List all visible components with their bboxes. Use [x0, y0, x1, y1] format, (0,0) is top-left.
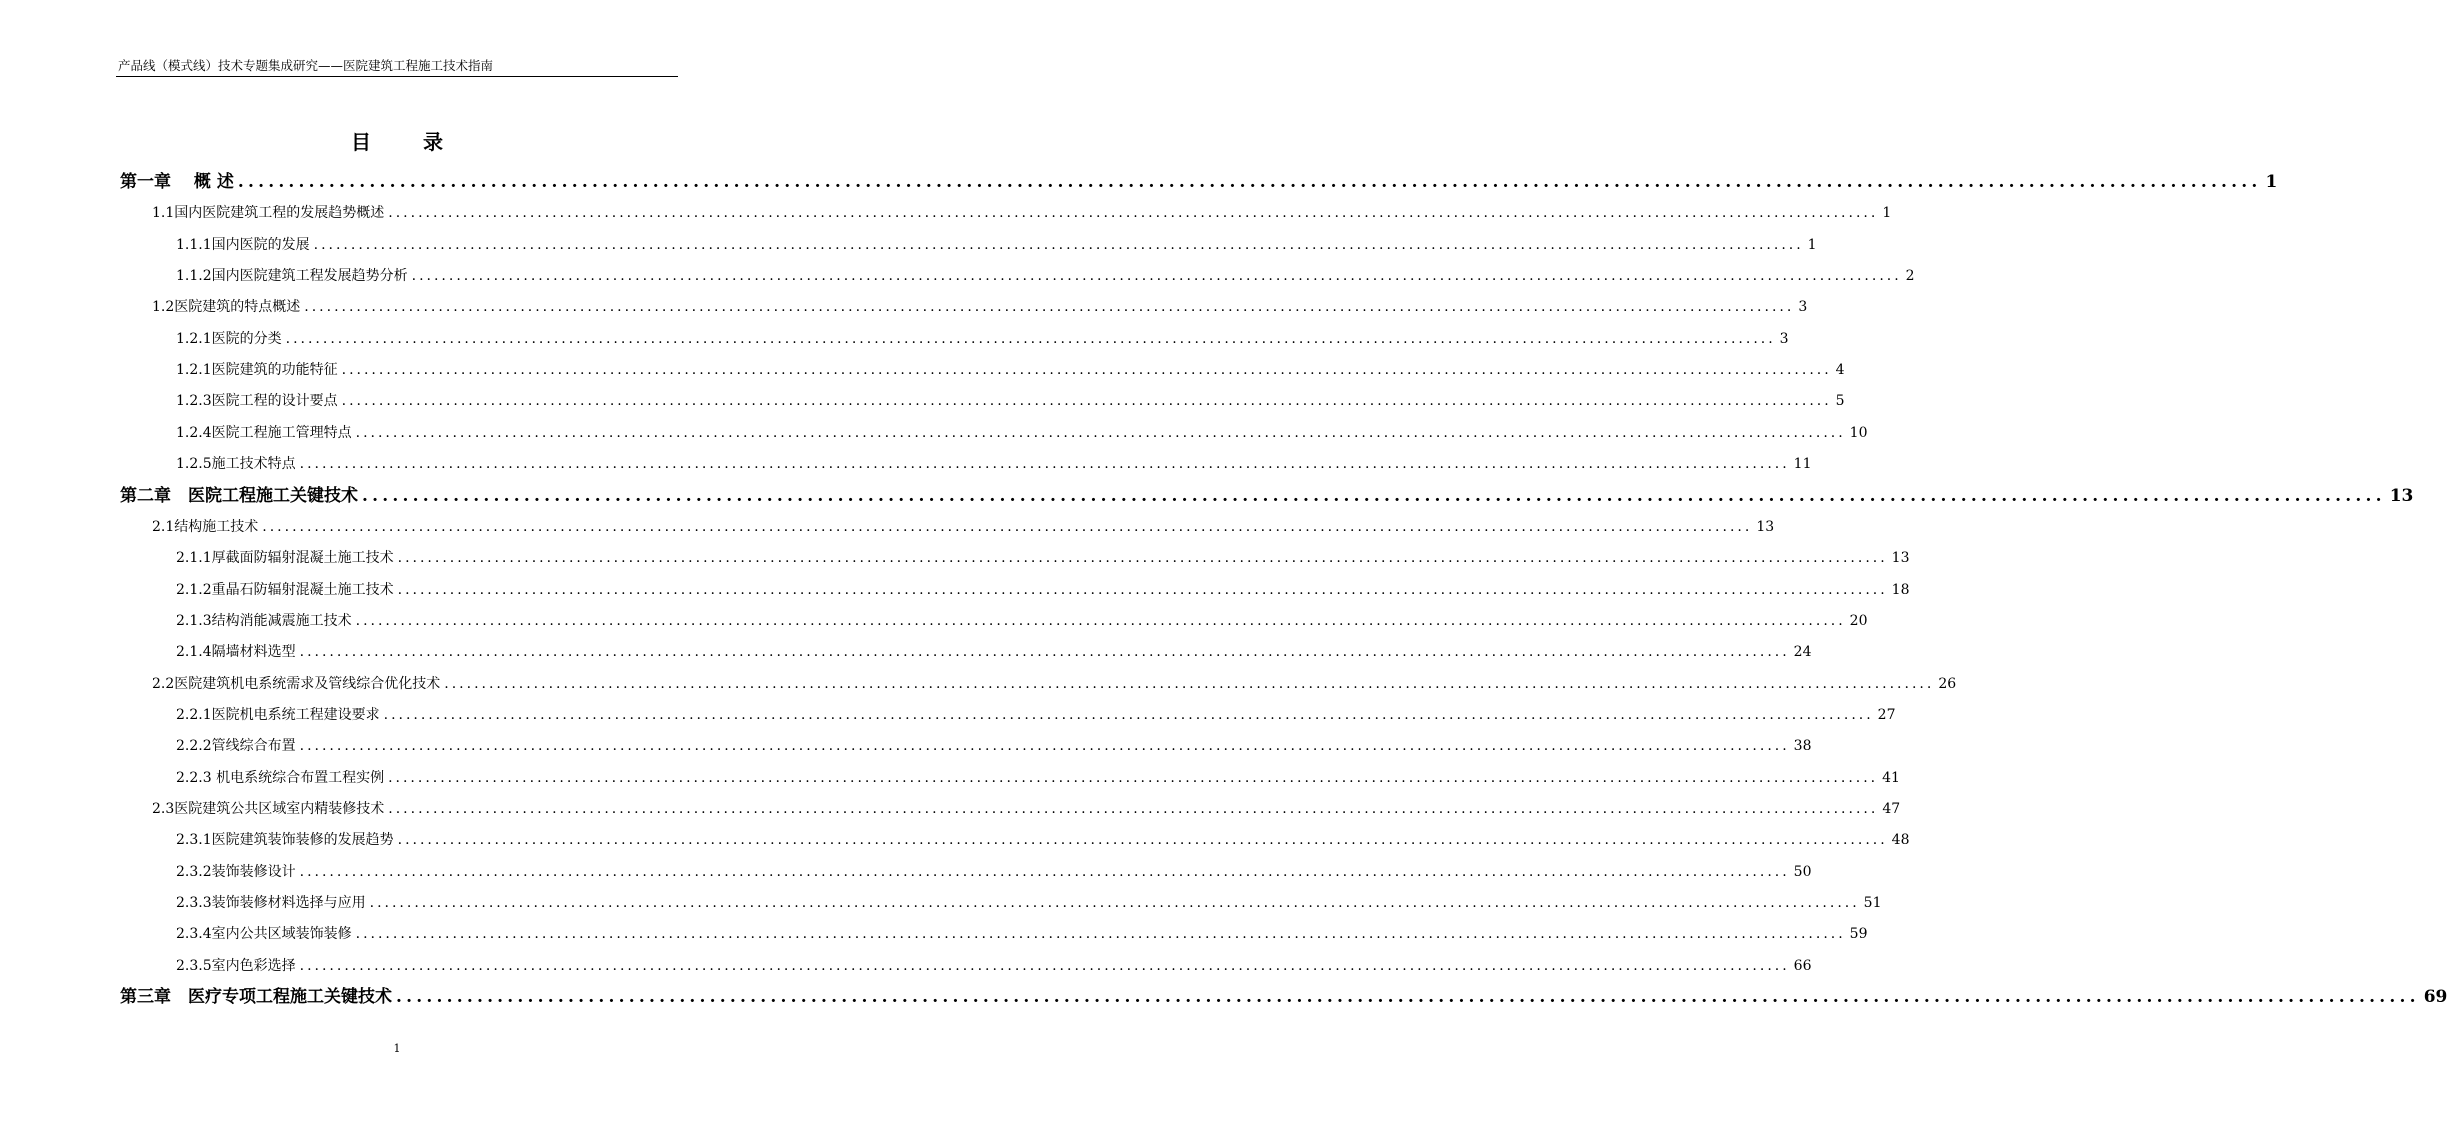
toc-leader-dots: ........................................................................................................................................................................................................: [397, 550, 1888, 567]
toc-entry-label: 第三章 医疗专项工程施工关键技术: [120, 987, 392, 1008]
toc-entry-label: 2.3医院建筑公共区域室内精装修技术: [152, 801, 385, 817]
toc-entry-page: 66: [1793, 957, 1812, 974]
toc-entry[interactable]: [152, 674, 1957, 694]
toc-entry-page: 11: [1793, 456, 1812, 473]
toc-leader-dots: ........................................................................................................................................................................................................: [304, 299, 1795, 316]
toc-leader-dots: ........................................................................................................................................................................................................: [397, 832, 1888, 849]
toc-leader-dots: ........................................................................................................................................................................................................: [355, 612, 1846, 629]
toc-entry-label: 1.2.1医院的分类: [176, 330, 282, 347]
toc-leader-dots: ........................................................................................................................................................................................................: [237, 172, 2262, 192]
toc-entry-page: 59: [1849, 926, 1868, 943]
toc-entry-page: 26: [1938, 675, 1957, 692]
toc-leader-dots: ........................................................................................................................................................................................................: [388, 205, 1879, 222]
toc-entry-page: 41: [1882, 769, 1900, 786]
toc-entry-page: 13: [1891, 550, 1910, 567]
toc-entry-label: 2.1.4隔墙材料选型: [176, 644, 296, 661]
toc-entry[interactable]: [176, 580, 1910, 600]
toc-leader-dots: ........................................................................................................................................................................................................: [299, 957, 1790, 974]
running-header: 产品线（模式线）技术专题集成研究——医院建筑工程施工技术指南: [118, 58, 494, 73]
toc-leader-dots: ........................................................................................................................................................................................................: [299, 644, 1790, 661]
toc-leader-dots: ........................................................................................................................................................................................................: [396, 987, 2420, 1008]
toc-entry[interactable]: [176, 360, 1845, 380]
toc-entry[interactable]: [120, 170, 2278, 194]
toc-leader-dots: ........................................................................................................................................................................................................: [383, 706, 1874, 723]
toc-entry-page: 1: [1807, 236, 1817, 253]
toc-entry-page: 3: [1798, 299, 1808, 316]
toc-entry-page: 69: [2423, 987, 2447, 1008]
toc-entry[interactable]: [176, 642, 1812, 662]
toc-leader-dots: ........................................................................................................................................................................................................: [355, 424, 1846, 441]
toc-entry-page: 3: [1779, 330, 1789, 347]
toc-entry-page: 47: [1882, 801, 1901, 817]
toc-entry[interactable]: [176, 893, 1882, 913]
toc-leader-dots: ........................................................................................................................................................................................................: [262, 518, 1753, 535]
toc-entry[interactable]: [176, 736, 1812, 756]
toc-entry-page: 5: [1835, 393, 1845, 410]
toc-entry-label: 第一章 概 述: [120, 172, 234, 192]
toc-entry[interactable]: [152, 517, 1775, 537]
toc-leader-dots: ........................................................................................................................................................................................................: [388, 801, 1879, 817]
toc-entry-page: 18: [1891, 581, 1910, 598]
toc-entry[interactable]: [152, 297, 1808, 317]
toc-entry-label: 2.2.3 机电系统综合布置工程实例: [176, 769, 385, 786]
toc-entry-label: 2.1结构施工技术: [152, 518, 259, 535]
toc-entry-label: 1.2.3医院工程的设计要点: [176, 393, 338, 410]
toc-entry-label: 2.1.1厚截面防辐射混凝土施工技术: [176, 550, 394, 567]
toc-leader-dots: ........................................................................................................................................................................................................: [299, 738, 1790, 755]
toc-entry-page: 38: [1793, 738, 1812, 755]
toc-title: 目 录: [351, 130, 459, 154]
toc-entry-page: 13: [2389, 485, 2414, 506]
toc-entry-label: 1.1国内医院建筑工程的发展趋势概述: [152, 205, 385, 222]
toc-leader-dots: ........................................................................................................................................................................................................: [355, 926, 1846, 943]
toc-entry-label: 2.2.2管线综合布置: [176, 738, 296, 755]
toc-leader-dots: ........................................................................................................................................................................................................: [341, 393, 1832, 410]
toc-entry-page: 1: [1882, 205, 1892, 222]
toc-entry[interactable]: [176, 454, 1812, 474]
toc-entry[interactable]: [176, 329, 1789, 349]
toc-entry-label: 2.3.5室内色彩选择: [176, 957, 296, 974]
toc-entry-page: 27: [1877, 706, 1896, 723]
toc-entry-page: 10: [1849, 424, 1868, 441]
toc-leader-dots: ........................................................................................................................................................................................................: [388, 769, 1879, 786]
toc-entry-label: 1.2.1医院建筑的功能特征: [176, 362, 338, 379]
toc-entry-label: 1.1.1国内医院的发展: [176, 236, 310, 253]
toc-entry-label: 1.2.4医院工程施工管理特点: [176, 424, 352, 441]
toc-entry-label: 1.2.5施工技术特点: [176, 456, 296, 473]
toc-entry[interactable]: [120, 484, 2414, 508]
toc-entry-page: 13: [1756, 518, 1775, 535]
toc-entry[interactable]: [176, 423, 1868, 443]
toc-entry-page: 2: [1905, 268, 1915, 285]
toc-entry[interactable]: [120, 985, 2447, 1009]
toc-entry-page: 51: [1863, 895, 1882, 912]
toc-entry-page: 24: [1793, 644, 1812, 661]
toc-entry[interactable]: [176, 830, 1910, 850]
toc-entry[interactable]: [176, 768, 1900, 788]
toc-entry-label: 2.2医院建筑机电系统需求及管线综合优化技术: [152, 675, 441, 692]
toc-entry[interactable]: [176, 611, 1868, 631]
toc-entry-page: 48: [1891, 832, 1910, 849]
toc-leader-dots: ........................................................................................................................................................................................................: [397, 581, 1888, 598]
toc-leader-dots: ........................................................................................................................................................................................................: [341, 362, 1832, 379]
toc-entry-label: 1.1.2国内医院建筑工程发展趋势分析: [176, 268, 408, 285]
toc-leader-dots: ........................................................................................................................................................................................................: [411, 268, 1902, 285]
toc-entry[interactable]: [152, 203, 1892, 223]
toc-entry-label: 1.2医院建筑的特点概述: [152, 299, 301, 316]
toc-entry[interactable]: [176, 266, 1915, 286]
toc-entry-page: 1: [2265, 172, 2278, 192]
toc-entry[interactable]: [176, 862, 1812, 882]
toc-entry-page: 20: [1849, 612, 1868, 629]
toc-entry-label: 2.1.3结构消能减震施工技术: [176, 612, 352, 629]
toc-entry[interactable]: [176, 548, 1910, 568]
toc-leader-dots: ........................................................................................................................................................................................................: [299, 863, 1790, 880]
toc-entry[interactable]: [176, 705, 1896, 725]
toc-leader-dots: ........................................................................................................................................................................................................: [299, 456, 1790, 473]
toc-entry-label: 2.1.2重晶石防辐射混凝土施工技术: [176, 581, 394, 598]
toc-entry-label: 2.3.1医院建筑装饰装修的发展趋势: [176, 832, 394, 849]
header-rule: [116, 76, 678, 77]
toc-entry-page: 4: [1835, 362, 1845, 379]
toc-entry-label: 2.2.1医院机电系统工程建设要求: [176, 706, 380, 723]
toc-entry-page: 50: [1793, 863, 1812, 880]
toc-entry[interactable]: [152, 799, 1901, 819]
toc-entry-label: 第二章 医院工程施工关键技术: [120, 485, 358, 506]
toc-leader-dots: ........................................................................................................................................................................................................: [285, 330, 1776, 347]
toc-entry[interactable]: [176, 924, 1868, 944]
toc-entry-label: 2.3.3装饰装修材料选择与应用: [176, 895, 366, 912]
toc-entry-label: 2.3.4室内公共区域装饰装修: [176, 926, 352, 943]
toc-entry[interactable]: [176, 956, 1812, 976]
toc-entry-label: 2.3.2装饰装修设计: [176, 863, 296, 880]
toc-leader-dots: ........................................................................................................................................................................................................: [369, 895, 1860, 912]
page-number: 1: [393, 1042, 401, 1055]
toc-leader-dots: ........................................................................................................................................................................................................: [362, 485, 2386, 506]
toc-entry[interactable]: [176, 391, 1845, 411]
toc-entry[interactable]: [176, 235, 1817, 255]
toc-leader-dots: ........................................................................................................................................................................................................: [444, 675, 1935, 692]
toc-leader-dots: ........................................................................................................................................................................................................: [313, 236, 1804, 253]
